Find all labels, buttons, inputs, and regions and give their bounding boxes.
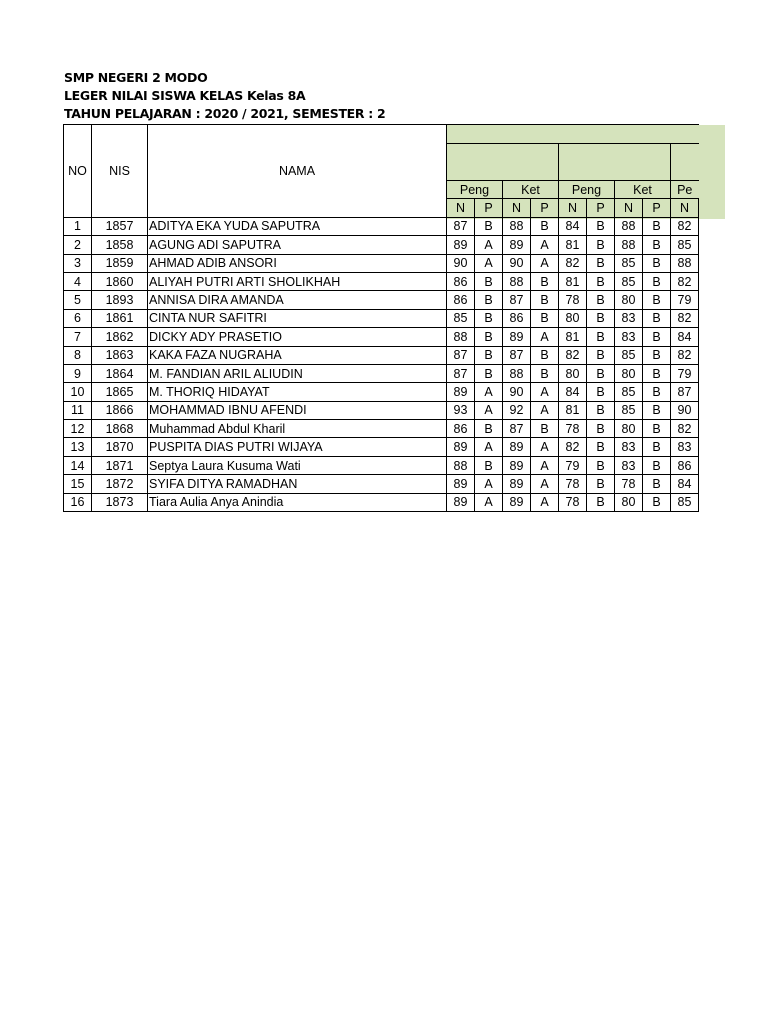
score-cell: 89 <box>503 493 531 511</box>
score-cell: 89 <box>503 236 531 254</box>
table-row <box>64 475 699 493</box>
score-cell: 80 <box>615 291 643 309</box>
sub-n: N <box>559 199 587 217</box>
row-nama: ANNISA DIRA AMANDA <box>148 291 447 309</box>
predicate-cell: B <box>643 217 671 235</box>
score-cell: 88 <box>615 217 643 235</box>
leger-title: LEGER NILAI SISWA KELAS Kelas 8A <box>64 88 306 103</box>
predicate-cell: A <box>531 328 559 346</box>
score-cell: 85 <box>447 309 475 327</box>
header-nama: NAMA <box>148 125 447 218</box>
score-cell: 89 <box>447 493 475 511</box>
grade-table <box>63 124 699 512</box>
score-cell: 79 <box>671 364 699 382</box>
score-cell: 80 <box>615 364 643 382</box>
predicate-cell: B <box>643 309 671 327</box>
row-nis: 1872 <box>92 475 148 493</box>
predicate-cell: A <box>531 493 559 511</box>
sub-p: P <box>475 199 503 217</box>
row-nama: M. THORIQ HIDAYAT <box>148 383 447 401</box>
score-cell: 78 <box>559 493 587 511</box>
score-cell: 81 <box>559 328 587 346</box>
academic-year: TAHUN PELAJARAN : 2020 / 2021, SEMESTER : 2 <box>64 106 386 121</box>
predicate-cell: A <box>475 475 503 493</box>
predicate-cell: B <box>531 420 559 438</box>
sub-p: P <box>643 199 671 217</box>
score-cell: 85 <box>615 401 643 419</box>
predicate-cell: A <box>531 438 559 456</box>
row-nama: MOHAMMAD IBNU AFENDI <box>148 401 447 419</box>
sub-n: N <box>447 199 475 217</box>
score-cell: 79 <box>559 456 587 474</box>
predicate-cell: A <box>475 493 503 511</box>
predicate-cell: B <box>587 254 615 272</box>
score-cell: 81 <box>559 401 587 419</box>
score-cell: 81 <box>559 236 587 254</box>
predicate-cell: B <box>531 291 559 309</box>
sub-n: N <box>615 199 643 217</box>
predicate-cell: B <box>643 475 671 493</box>
score-cell: 85 <box>615 254 643 272</box>
score-cell: 93 <box>447 401 475 419</box>
score-cell: 86 <box>447 272 475 290</box>
predicate-cell: B <box>643 364 671 382</box>
predicate-cell: A <box>475 401 503 419</box>
row-nama: AHMAD ADIB ANSORI <box>148 254 447 272</box>
table-row <box>64 236 699 254</box>
predicate-cell: B <box>587 236 615 254</box>
predicate-cell: B <box>475 364 503 382</box>
predicate-cell: A <box>475 254 503 272</box>
predicate-cell: B <box>587 346 615 364</box>
score-cell: 88 <box>503 272 531 290</box>
predicate-cell: B <box>643 383 671 401</box>
score-cell: 87 <box>503 346 531 364</box>
predicate-cell: B <box>475 456 503 474</box>
row-nis: 1868 <box>92 420 148 438</box>
header-subject-1 <box>447 144 559 181</box>
predicate-cell: B <box>643 346 671 364</box>
predicate-cell: B <box>643 493 671 511</box>
score-cell: 84 <box>671 328 699 346</box>
predicate-cell: A <box>475 438 503 456</box>
predicate-cell: B <box>643 272 671 290</box>
score-cell: 84 <box>671 475 699 493</box>
score-cell: 86 <box>447 291 475 309</box>
score-cell: 80 <box>615 420 643 438</box>
predicate-cell: B <box>587 456 615 474</box>
score-cell: 83 <box>615 438 643 456</box>
predicate-cell: B <box>587 493 615 511</box>
predicate-cell: B <box>587 438 615 456</box>
score-cell: 82 <box>559 254 587 272</box>
score-cell: 83 <box>615 309 643 327</box>
predicate-cell: B <box>475 272 503 290</box>
table-row <box>64 420 699 438</box>
score-cell: 88 <box>447 328 475 346</box>
predicate-cell: B <box>587 383 615 401</box>
table-row <box>64 493 699 511</box>
score-cell: 85 <box>615 272 643 290</box>
predicate-cell: B <box>643 401 671 419</box>
row-nama: KAKA FAZA NUGRAHA <box>148 346 447 364</box>
row-nama: PUSPITA DIAS PUTRI WIJAYA <box>148 438 447 456</box>
row-nis: 1857 <box>92 217 148 235</box>
group-ket-2: Ket <box>615 181 671 199</box>
predicate-cell: A <box>531 383 559 401</box>
score-cell: 79 <box>671 291 699 309</box>
predicate-cell: B <box>531 364 559 382</box>
score-cell: 89 <box>447 475 475 493</box>
header-nis: NIS <box>92 125 148 218</box>
row-nis: 1871 <box>92 456 148 474</box>
sub-n: N <box>671 199 699 217</box>
predicate-cell: B <box>587 217 615 235</box>
predicate-cell: B <box>643 438 671 456</box>
predicate-cell: B <box>643 254 671 272</box>
predicate-cell: B <box>531 309 559 327</box>
predicate-cell: B <box>587 328 615 346</box>
table-row <box>64 272 699 290</box>
school-name: SMP NEGERI 2 MODO <box>64 70 208 85</box>
table-row <box>64 217 699 235</box>
score-cell: 88 <box>671 254 699 272</box>
score-cell: 89 <box>503 438 531 456</box>
row-nama: ALIYAH PUTRI ARTI SHOLIKHAH <box>148 272 447 290</box>
sub-p: P <box>531 199 559 217</box>
score-cell: 89 <box>503 328 531 346</box>
row-no: 9 <box>64 364 92 382</box>
score-cell: 80 <box>559 309 587 327</box>
predicate-cell: B <box>643 291 671 309</box>
row-nis: 1870 <box>92 438 148 456</box>
row-no: 7 <box>64 328 92 346</box>
row-nama: SYIFA DITYA RAMADHAN <box>148 475 447 493</box>
predicate-cell: B <box>475 420 503 438</box>
row-no: 8 <box>64 346 92 364</box>
row-nama: Septya Laura Kusuma Wati <box>148 456 447 474</box>
score-cell: 87 <box>671 383 699 401</box>
score-cell: 87 <box>503 420 531 438</box>
predicate-cell: B <box>531 272 559 290</box>
predicate-cell: B <box>643 456 671 474</box>
score-cell: 85 <box>615 383 643 401</box>
score-cell: 83 <box>671 438 699 456</box>
score-cell: 87 <box>447 364 475 382</box>
row-no: 15 <box>64 475 92 493</box>
row-nama: M. FANDIAN ARIL ALIUDIN <box>148 364 447 382</box>
row-nis: 1861 <box>92 309 148 327</box>
predicate-cell: A <box>531 475 559 493</box>
row-no: 4 <box>64 272 92 290</box>
group-peng-1: Peng <box>447 181 503 199</box>
predicate-cell: A <box>531 401 559 419</box>
table-row <box>64 383 699 401</box>
table-row <box>64 328 699 346</box>
header-no: NO <box>64 125 92 218</box>
row-nis: 1859 <box>92 254 148 272</box>
predicate-cell: B <box>587 475 615 493</box>
score-cell: 82 <box>559 346 587 364</box>
score-cell: 86 <box>671 456 699 474</box>
group-ket-1: Ket <box>503 181 559 199</box>
predicate-cell: B <box>587 291 615 309</box>
score-cell: 85 <box>671 493 699 511</box>
score-cell: 92 <box>503 401 531 419</box>
score-cell: 90 <box>447 254 475 272</box>
row-nama: AGUNG ADI SAPUTRA <box>148 236 447 254</box>
predicate-cell: A <box>531 456 559 474</box>
row-nis: 1873 <box>92 493 148 511</box>
score-cell: 90 <box>503 383 531 401</box>
row-nama: CINTA NUR SAFITRI <box>148 309 447 327</box>
predicate-cell: B <box>531 346 559 364</box>
predicate-cell: A <box>531 254 559 272</box>
predicate-cell: B <box>643 420 671 438</box>
score-cell: 90 <box>671 401 699 419</box>
predicate-cell: A <box>475 236 503 254</box>
table-row <box>64 254 699 272</box>
predicate-cell: B <box>587 401 615 419</box>
score-cell: 87 <box>447 346 475 364</box>
group-peng-3: Pe <box>671 181 699 199</box>
score-cell: 80 <box>615 493 643 511</box>
row-no: 3 <box>64 254 92 272</box>
score-cell: 78 <box>615 475 643 493</box>
table-row <box>64 438 699 456</box>
header-subject-2 <box>559 144 671 181</box>
header-subject-row <box>447 125 699 144</box>
score-cell: 89 <box>447 236 475 254</box>
document-header <box>64 69 385 123</box>
predicate-cell: B <box>475 328 503 346</box>
score-cell: 87 <box>447 217 475 235</box>
row-no: 14 <box>64 456 92 474</box>
predicate-cell: A <box>475 383 503 401</box>
row-nis: 1866 <box>92 401 148 419</box>
score-cell: 88 <box>503 217 531 235</box>
row-no: 12 <box>64 420 92 438</box>
predicate-cell: B <box>531 217 559 235</box>
score-cell: 78 <box>559 420 587 438</box>
row-nis: 1893 <box>92 291 148 309</box>
row-nama: Tiara Aulia Anya Anindia <box>148 493 447 511</box>
score-cell: 90 <box>503 254 531 272</box>
row-no: 16 <box>64 493 92 511</box>
score-cell: 82 <box>671 309 699 327</box>
row-nis: 1865 <box>92 383 148 401</box>
row-nis: 1860 <box>92 272 148 290</box>
predicate-cell: A <box>531 236 559 254</box>
table-row <box>64 456 699 474</box>
group-peng-2: Peng <box>559 181 615 199</box>
row-no: 2 <box>64 236 92 254</box>
row-nama: Muhammad Abdul Kharil <box>148 420 447 438</box>
predicate-cell: B <box>587 309 615 327</box>
score-cell: 78 <box>559 475 587 493</box>
table-row <box>64 401 699 419</box>
score-cell: 84 <box>559 217 587 235</box>
row-no: 6 <box>64 309 92 327</box>
score-cell: 88 <box>447 456 475 474</box>
score-cell: 85 <box>671 236 699 254</box>
score-cell: 88 <box>615 236 643 254</box>
row-nis: 1862 <box>92 328 148 346</box>
row-nis: 1858 <box>92 236 148 254</box>
score-cell: 89 <box>503 475 531 493</box>
score-cell: 82 <box>671 420 699 438</box>
score-cell: 86 <box>447 420 475 438</box>
row-no: 11 <box>64 401 92 419</box>
row-nis: 1864 <box>92 364 148 382</box>
row-no: 1 <box>64 217 92 235</box>
table-row <box>64 364 699 382</box>
predicate-cell: B <box>475 346 503 364</box>
score-cell: 89 <box>447 383 475 401</box>
score-cell: 87 <box>503 291 531 309</box>
predicate-cell: B <box>587 420 615 438</box>
predicate-cell: B <box>643 328 671 346</box>
score-cell: 84 <box>559 383 587 401</box>
score-cell: 89 <box>447 438 475 456</box>
predicate-cell: B <box>475 291 503 309</box>
score-cell: 88 <box>503 364 531 382</box>
score-cell: 80 <box>559 364 587 382</box>
score-cell: 82 <box>671 346 699 364</box>
table-row <box>64 346 699 364</box>
predicate-cell: B <box>587 272 615 290</box>
score-cell: 78 <box>559 291 587 309</box>
score-cell: 82 <box>671 272 699 290</box>
row-no: 5 <box>64 291 92 309</box>
header-subject-3 <box>671 144 699 181</box>
score-cell: 82 <box>559 438 587 456</box>
predicate-cell: B <box>475 309 503 327</box>
row-nis: 1863 <box>92 346 148 364</box>
score-cell: 83 <box>615 456 643 474</box>
score-cell: 85 <box>615 346 643 364</box>
score-cell: 83 <box>615 328 643 346</box>
score-cell: 86 <box>503 309 531 327</box>
row-no: 10 <box>64 383 92 401</box>
sub-p: P <box>587 199 615 217</box>
row-no: 13 <box>64 438 92 456</box>
score-cell: 81 <box>559 272 587 290</box>
table-row <box>64 291 699 309</box>
predicate-cell: B <box>643 236 671 254</box>
row-nama: ADITYA EKA YUDA SAPUTRA <box>148 217 447 235</box>
score-cell: 89 <box>503 456 531 474</box>
row-nama: DICKY ADY PRASETIO <box>148 328 447 346</box>
score-cell: 82 <box>671 217 699 235</box>
predicate-cell: B <box>475 217 503 235</box>
predicate-cell: B <box>587 364 615 382</box>
table-row <box>64 309 699 327</box>
sub-n: N <box>503 199 531 217</box>
